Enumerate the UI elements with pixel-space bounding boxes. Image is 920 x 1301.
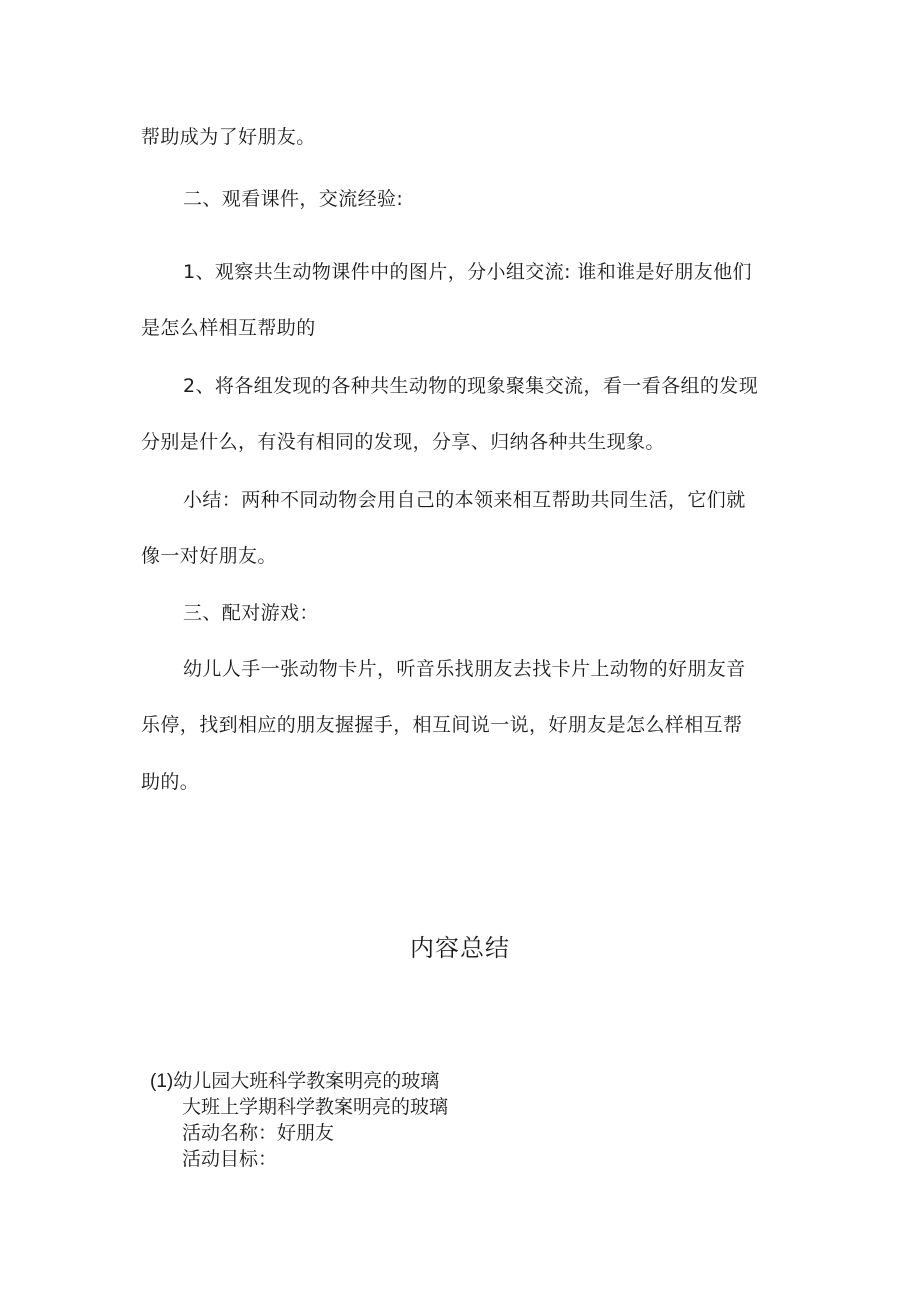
paragraph-line: 幼儿人手一张动物卡片，听音乐找朋友去找卡片上动物的好朋友音 bbox=[183, 658, 746, 680]
summary-item: 活动目标： bbox=[182, 1149, 278, 1170]
section-heading: 三、配对游戏： bbox=[183, 602, 319, 624]
paragraph-line: 2、将各组发现的各种共生动物的现象聚集交流，看一看各组的发现 bbox=[183, 375, 759, 397]
paragraph-line: 小结：两种不同动物会用自己的本领来相互帮助共同生活，它们就 bbox=[183, 489, 746, 511]
paragraph-line: 是怎么样相互帮助的 bbox=[141, 317, 316, 339]
paragraph-line: 乐停，找到相应的朋友握握手，相互间说一说，好朋友是怎么样相互帮 bbox=[141, 714, 743, 736]
paragraph-line: 帮助成为了好朋友。 bbox=[141, 126, 316, 148]
paragraph-line: 分别是什么，有没有相同的发现，分享、归纳各种共生现象。 bbox=[141, 431, 665, 453]
section-heading: 二、观看课件，交流经验: bbox=[183, 188, 404, 210]
summary-item: 活动名称：好朋友 bbox=[182, 1123, 335, 1144]
summary-title: 内容总结 bbox=[410, 934, 510, 962]
summary-item: (1)幼儿园大班科学教案明亮的玻璃 bbox=[150, 1071, 440, 1092]
summary-item: 大班上学期科学教案明亮的玻璃 bbox=[182, 1097, 449, 1118]
paragraph-line: 像一对好朋友。 bbox=[141, 545, 277, 567]
paragraph-line: 1、观察共生动物课件中的图片，分小组交流: 谁和谁是好朋友他们 bbox=[183, 261, 752, 283]
paragraph-line: 助的。 bbox=[141, 771, 200, 793]
